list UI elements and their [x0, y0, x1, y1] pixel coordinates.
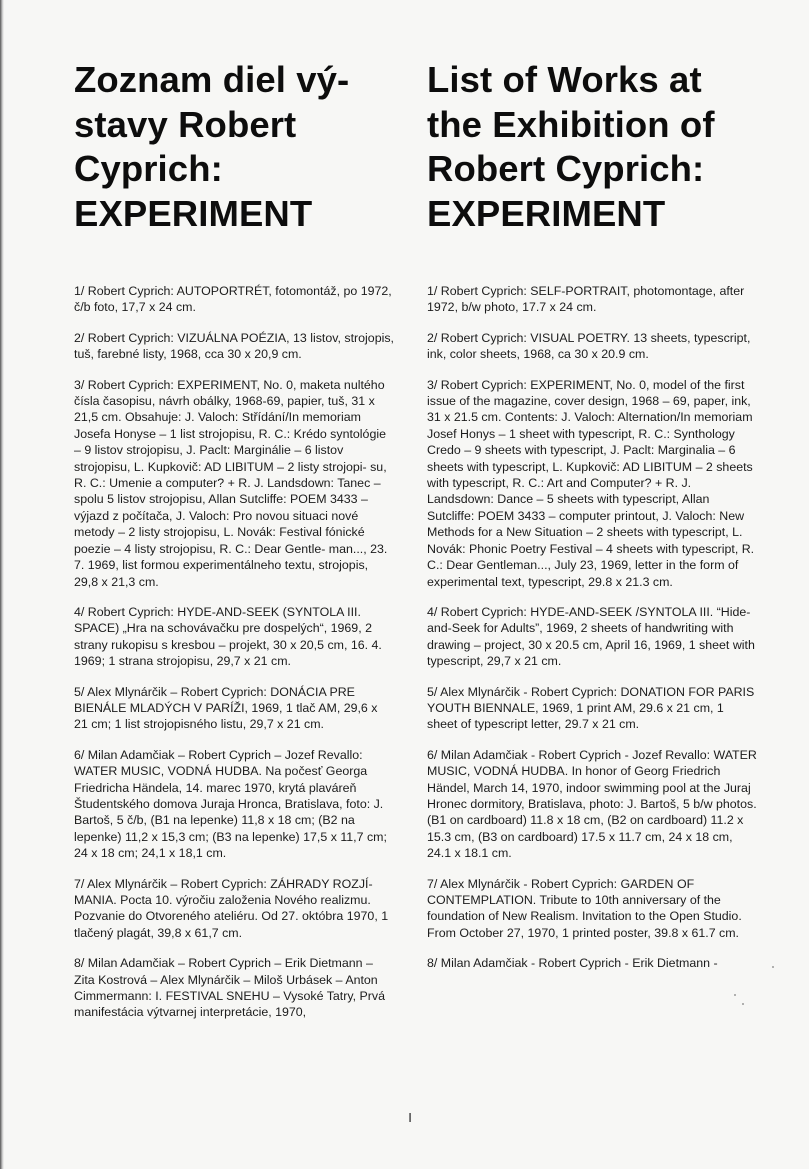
work-entry: 2/ Robert Cyprich: VIZUÁLNA POÉZIA, 13 listov, strojopis, tuš, farebné listy, 1968, cca 30 x 20,9 cm. — [74, 330, 394, 362]
work-entry: 7/ Alex Mlynárčik - Robert Cyprich: GARDEN OF CONTEMPLATION. Tribute to 10th anniversary of the foundation of New Realism. Invitation to the Open Studio. From October 27, 1970, 1 printed poster, 39.8 x 61.7 cm. — [427, 876, 742, 940]
english-works-list — [427, 283, 757, 972]
scan-speck — [734, 994, 736, 996]
work-entry: 8/ Milan Adamčiak - Robert Cyprich - Erik Dietmann - — [427, 956, 718, 971]
work-entry: 5/ Alex Mlynárčik - Robert Cyprich: DONATION FOR PARIS YOUTH BIENNALE, 1969, 1 print AM, 29.6 x 21 cm, 1 sheet of typescript letter, 29.7 x 21 cm. — [427, 684, 755, 732]
english-heading — [427, 58, 757, 236]
work-entry: 1/ Robert Cyprich: AUTOPORTRÉT, fotomontáž, po 1972, č/b foto, 17,7 x 24 cm. — [74, 284, 392, 315]
work-entry: 6/ Milan Adamčiak - Robert Cyprich - Jozef Revallo: WATER MUSIC, VODNÁ HUDBA. In honor of Georg Friedrich Händel, March 14, 1970, indoor swimming pool at the Juraj Hronec dormitory, Bratislava, photo: J. Bartoš, 5 b/w photos. (B1 on cardboard) 11.8 x 18 cm, (B2 on cardboard) 11.2 x 15.3 cm, (B3 on cardboard) 17.5 x 11.7 cm, 24 x 18 cm, 24.1 x 18.1 cm. — [427, 747, 757, 861]
slovak-heading — [74, 58, 394, 236]
work-entry: 6/ Milan Adamčiak – Robert Cyprich – Jozef Revallo: WATER MUSIC, VODNÁ HUDBA. Na počesť Georga Friedricha Händela, 14. marec 1970, krytá plaváreň Študentského domova Juraja Hronca, Bratislava, foto: J. Bartoš, 5 č/b, (B1 na lepenke) 11,8 x 18 cm; (B2 na lepenke) 11,2 x 15,3 cm; (B3 na lepenke) 17,5 x 11,7 cm; 24 x 18 cm; 24,1 x 18,1 cm. — [74, 747, 387, 861]
slovak-works-list — [74, 283, 394, 1021]
work-entry: 4/ Robert Cyprich: HYDE-AND-SEEK (SYNTOLA III. SPACE) „Hra na schovávačku pre dospelých“, 1969, 2 strany rukopisu s kresbou – projekt, 30 x 20,5 cm, 16. 4. 1969; 1 strana strojopisu, 29,7 x 21 cm. — [74, 604, 382, 669]
work-entry: 3/ Robert Cyprich: EXPERIMENT, No. 0, maketa nultého čísla časopisu, návrh obálky, 1968-69, papier, tuš, 31 x 21,5 cm. Obsahuje: J. Valoch: Střídání/In memoriam Josefa Honyse – 1 list strojopisu, R. C.: Krédo syntológie – 9 listov strojopisu, J. Paclt: Marginálie – 6 listov strojopisu, L. Kupkovič: AD LIBITUM – 2 listy strojopi- su, R. C.: Umenie a computer? + R. J. Landsdown: Tanec – spolu 5 listov strojopisu, Allan Sutcliffe: POEM 3433 – výjazd z počítača, J. Valoch: Pro novou situaci nové metody – 2 listy strojopisu, L. Novák: Festival fónické poezie – 4 listy strojopisu, R. C.: Dear Gentle- man..., 23. 7. 1969, list formou experimentálneho textu, strojopis, 29,8 x 21,3 cm. — [74, 377, 388, 589]
english-column — [427, 58, 757, 986]
work-entry: 8/ Milan Adamčiak – Robert Cyprich – Erik Dietmann – Zita Kostrová – Alex Mlynárčik – Miloš Urbásek – Anton Cimmermann: I. FESTIVAL SNEHU – Vysoké Tatry, Prvá manifestácia výtvarnej interpretácie, 1970, — [74, 956, 385, 1020]
slovak-heading-text: Zoznam diel vý- stavy Robert Cyprich: EXPERIMENT — [74, 59, 350, 234]
work-entry: 3/ Robert Cyprich: EXPERIMENT, No. 0, model of the first issue of the magazine, cover design, 1968 – 69, paper, ink, 31 x 21.5 cm. Contents: J. Valoch: Alternation/In memoriam Josef Honys – 1 sheet with typescript, R. C.: Synthology Credo – 9 sheets with typescript, J. Paclt: Marginalia – 6 sheets with typescript, L. Kupkovič: AD LIBITUM – 2 sheets with typescript, R. C.: Art and Computer? + R. J. Landsdown: Dance – 5 sheets with typescript, Allan Sutcliffe: POEM 3433 – computer printout, J. Valoch: New Methods for a New Situation – 2 sheets with typescript, L. Novák: Phonic Poetry Festival – 4 sheets with typescript, R. C.: Dear Gentleman..., July 23, 1969, letter in the form of experimental text, typescript, 29.8 x 21.3 cm. — [427, 377, 755, 589]
scan-speck — [772, 966, 774, 968]
page-spine-shadow — [0, 0, 4, 1169]
page-number: I — [408, 1110, 412, 1125]
work-entry: 2/ Robert Cyprich: VISUAL POETRY. 13 sheets, typescript, ink, color sheets, 1968, ca 30 x 20.9 cm. — [427, 330, 751, 362]
work-entry: 1/ Robert Cyprich: SELF-PORTRAIT, photomontage, after 1972, b/w photo, 17.7 x 24 cm. — [427, 284, 745, 315]
work-entry: 5/ Alex Mlynárčik – Robert Cyprich: DONÁCIA PRE BIENÁLE MLADÝCH V PARÍŽI, 1969, 1 tlač AM, 29,6 x 21 cm; 1 list strojopisného listu, 29,7 x 21 cm. — [74, 684, 378, 732]
work-entry: 4/ Robert Cyprich: HYDE-AND-SEEK /SYNTOLA III. “Hide-and-Seek for Adults”, 1969, 2 sheets of handwriting with drawing – project, 30 x 20.5 cm, April 16, 1969, 1 sheet with typescript, 29,7 x 21 cm. — [427, 604, 755, 669]
english-heading-text: List of Works at the Exhibition of Robert Cyprich: EXPERIMENT — [427, 59, 715, 234]
slovak-column — [74, 58, 394, 1035]
scan-speck — [742, 1003, 744, 1005]
work-entry: 7/ Alex Mlynárčik – Robert Cyprich: ZÁHRADY ROZJÍ- MANIA. Pocta 10. výročiu založenia Nového realizmu. Pozvanie do Otvoreného ateliéru. Od 27. októbra 1970, 1 tlačený plagát, 39,8 x 61,7 cm. — [74, 876, 389, 940]
